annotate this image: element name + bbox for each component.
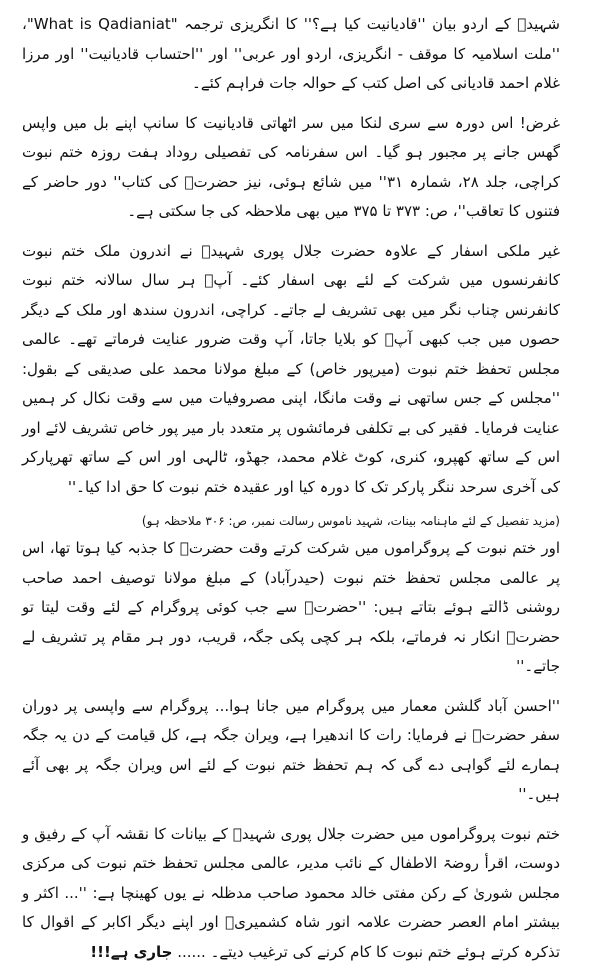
reference-note: (مزید تفصیل کے لئے ماہنامہ بینات، شہید ناموس رسالت نمبر، ص: ۳۰۶ ملاحظہ ہو) <box>22 510 560 532</box>
paragraph-domestic-travels: غیر ملکی اسفار کے علاوہ حضرت جلال پوری شہیدؒ نے اندرون ملک ختم نبوت کانفرنسوں میں شرکت کے لئے بھی اسفار کئے۔ آپؒ ہر سال سالانہ ختم نبوت کانفرنس چناب نگر میں بھی تشریف لے جاتے۔ کراچی، اندرون سندھ اور ملک کے دیگر حصوں میں جب کبھی آپؒ کو بلایا جاتا، آپ وقت ضرور عنایت فرماتے تھے۔ عالمی مجلس تحفظ ختم نبوت (میرپور خاص) کے مبلغ مولانا محمد علی صدیقی کے بقول: ''مجلس کے جس ساتھی نے وقت مانگا، اپنی مصروفیات میں سے وقت نکال کر ہمیں عنایت فرمایا۔ فقیر کی بے تکلفی فرمائشوں پر متعدد بار میر پور خاص تشریف لائے اور اس کے ساتھ کھپرو، کنری، کوٹ غلام محمد، جھڈو، ٹالہی اور اس کے ساتھ تھرپارکر کی آخری سرحد ننگر پارکر تک کا دورہ کیا اور عقیدہ ختم نبوت کا حق ادا کیا۔'' <box>22 237 560 503</box>
paragraph-speeches-text: ختم نبوت پروگراموں میں حضرت جلال پوری شہیدؒ کے بیانات کا نقشہ آپ کے رفیق و دوست، اقرأ روضۃ الاطفال کے نائب مدیر، عالمی مجلس تحفظ ختم نبوت کی مرکزی مجلس شوریٰ کے رکن مفتی خالد محمود صاحب مدظلہ نے یوں کھینچا ہے: ''... اکثر و بیشتر امام العصر حضرت علامہ انور شاہ کشمیریؒ اور اپنے دیگر اکابر کے اقوال کا تذکرہ کرتے ہوئے ختم نبوت کا کام کرنے کی ترغیب دیتے۔ ...... <box>22 825 560 961</box>
paragraph-qadianiat-publications: شہیدؒ کے اردو بیان ''قادیانیت کیا ہے؟'' کا انگریزی ترجمہ "What is Qadianiat"، ''ملت اسلامیہ کا موقف - انگریزی، اردو اور عربی'' اور ''احتساب قادیانیت'' اور مرزا غلام احمد قادیانی کی اصل کتب کے حوالہ جات فراہم کئے۔ <box>22 10 560 99</box>
paragraph-speeches-description <box>22 820 560 967</box>
continued-label: جاری ہے!!! <box>90 943 172 961</box>
paragraph-program-spirit: اور ختم نبوت کے پروگراموں میں شرکت کرتے وقت حضرتؒ کا جذبہ کیا ہوتا تھا، اس پر عالمی مجلس تحفظ ختم نبوت (حیدرآباد) کے مبلغ مولانا توصیف احمد صاحب روشنی ڈالتے ہوئے بتاتے ہیں: ''حضرتؒ سے جب کوئی پروگرام کے لئے وقت لیتا تو حضرتؒ انکار نہ فرماتے، بلکہ ہر کچی پکی جگہ، قریب، دور ہر مقام پر تشریف لے جاتے۔'' <box>22 534 560 682</box>
paragraph-sri-lanka-tour: غرض! اس دورہ سے سری لنکا میں سر اٹھاتی قادیانیت کا سانپ اپنے بل میں واپس گھس جانے پر مجبور ہو گیا۔ اس سفرنامہ کی تفصیلی روداد ہفت روزہ ختم نبوت کراچی، جلد ۲۸، شمارہ ۳۱'' میں شائع ہوئی، نیز حضرتؒ کی کتاب'' دور حاضر کے فتنوں کا تعاقب''، ص: ۳۷۳ تا ۳۷۵ میں بھی ملاحظہ کی جا سکتی ہے۔ <box>22 109 560 227</box>
paragraph-ahsanabad-quote: ''احسن آباد گلشن معمار میں پروگرام میں جانا ہوا... پروگرام سے واپسی پر دوران سفر حضرتؒ نے فرمایا: رات کا اندھیرا ہے، ویران جگہ ہے، کل قیامت کے دن یہ جگہ ہمارے لئے گواہی دے گی کہ ہم تحفظ ختم نبوت کے لئے اس ویران جگہ پر بھی آئے ہیں۔'' <box>22 692 560 810</box>
